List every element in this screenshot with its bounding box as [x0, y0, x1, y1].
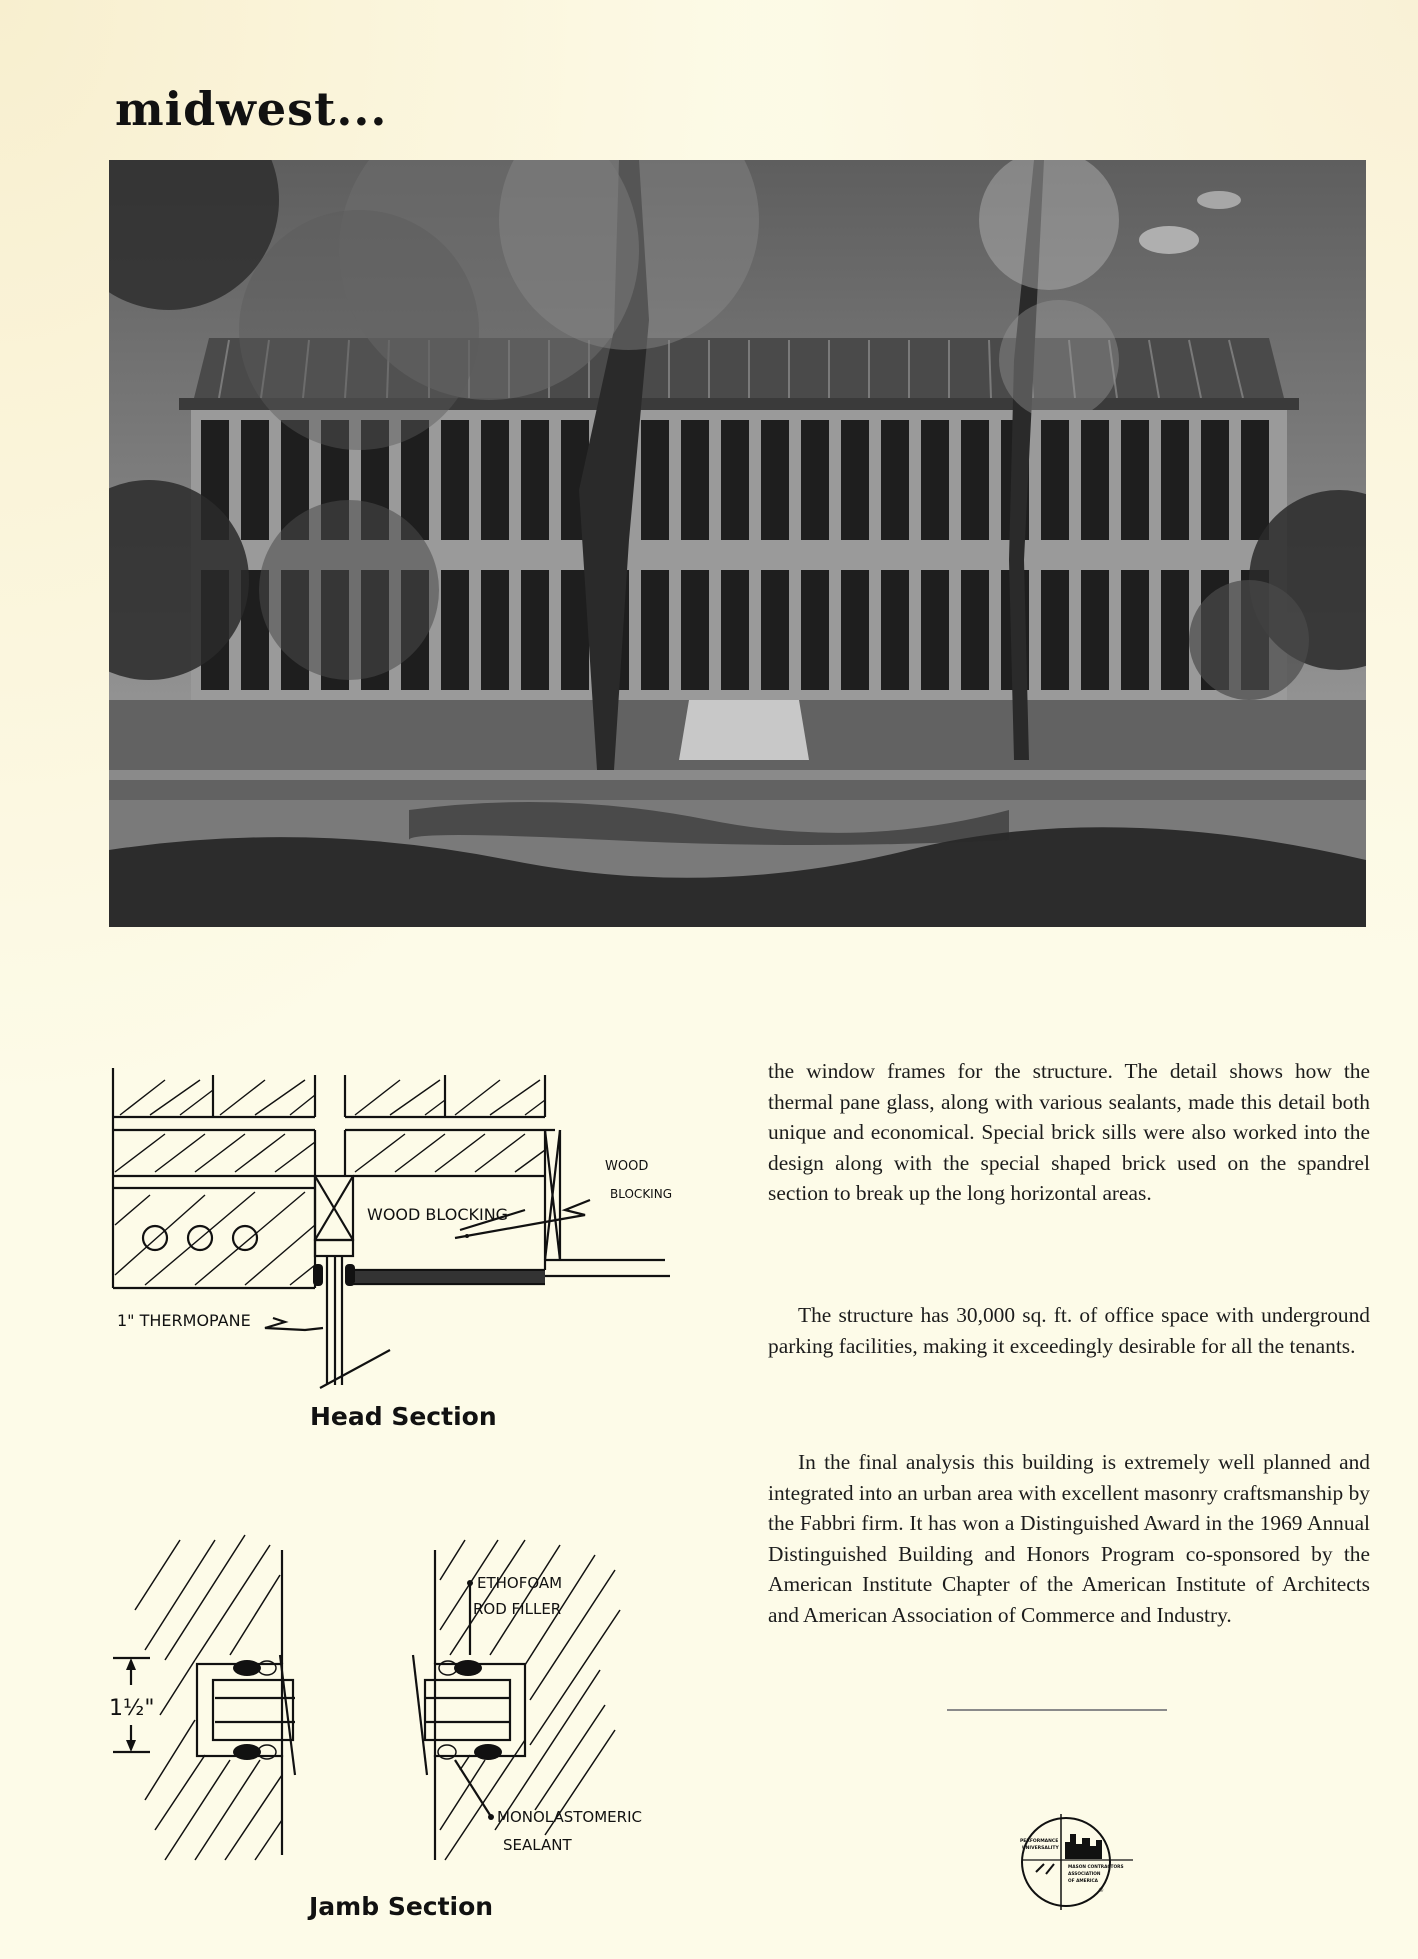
building-photograph [109, 160, 1366, 927]
label-monolastomeric: MONOLASTOMERIC [497, 1808, 642, 1826]
head-section-caption: Head Section [310, 1402, 497, 1431]
building-window [521, 570, 549, 690]
logo-text-mason-contractors: MASON CONTRACTORS [1068, 1865, 1124, 1870]
building-window [841, 420, 869, 540]
building-photo-illustration [109, 160, 1366, 927]
label-dimension: 1½" [109, 1696, 155, 1721]
building-window [801, 570, 829, 690]
building-window [1081, 420, 1109, 540]
building-window [681, 570, 709, 690]
label-sealant: SEALANT [503, 1836, 572, 1854]
building-window [721, 420, 749, 540]
body-paragraph-2: The structure has 30,000 sq. ft. of office space with underground parking facilities, making it exceedingly desirable for all the tenants. [768, 1303, 1370, 1358]
building-window [561, 570, 589, 690]
logo-text-association: ASSOCIATION [1068, 1872, 1101, 1877]
building-window [1121, 570, 1149, 690]
building-window [841, 570, 869, 690]
building-window [641, 570, 669, 690]
building-window [241, 420, 269, 540]
label-rod-filler: ROD FILLER [473, 1600, 562, 1618]
building-window [721, 570, 749, 690]
building-window [761, 570, 789, 690]
building-window [441, 420, 469, 540]
building-window [761, 420, 789, 540]
body-paragraph-3: In the final analysis this building is extremely well planned and integrated into an urban area with excellent masonry craftsmanship by the Fabbri firm. It has won a Distinguished Award in the 1969 Annual Distinguished Building and Honors Program co-sponsored by the American Institute Chapter of the American Institute of Architects and American Association of Commerce and Industry. [768, 1450, 1370, 1627]
logo-text-of-america: OF AMERICA [1068, 1879, 1099, 1884]
building-window [1201, 420, 1229, 540]
building-window [481, 570, 509, 690]
building-window [1121, 420, 1149, 540]
building-window [521, 420, 549, 540]
building-window [921, 570, 949, 690]
logo-text-performance: PERFORMANCE [1020, 1839, 1059, 1844]
label-wood-blocking-outer-2: BLOCKING [610, 1187, 672, 1201]
building-window [1161, 570, 1189, 690]
body-paragraph-1: the window frames for the structure. The detail shows how the thermal pane glass, along with various sealants, made this detail both unique and economical. Special brick sills were also worked into the design along with the special shaped brick used on the spandrel section to break up the long horizontal areas. [768, 1059, 1370, 1206]
label-wood-blocking-outer-1: WOOD [605, 1159, 649, 1174]
building-window [481, 420, 509, 540]
jamb-section-diagram [105, 1530, 725, 1880]
building-window [961, 570, 989, 690]
page-heading: midwest... [115, 82, 388, 136]
logo-text-universality: UNIVERSALITY [1022, 1846, 1059, 1851]
end-rule-divider [947, 1709, 1167, 1711]
building-window [801, 420, 829, 540]
label-thermopane: 1" THERMOPANE [117, 1311, 251, 1330]
building-window [881, 570, 909, 690]
building-window [1041, 570, 1069, 690]
building-window [1241, 420, 1269, 540]
head-section-diagram [105, 1060, 705, 1390]
building-window [1161, 420, 1189, 540]
building-window [681, 420, 709, 540]
building-window [961, 420, 989, 540]
building-window [921, 420, 949, 540]
building-window [1081, 570, 1109, 690]
mason-contractors-association-logo [1018, 1812, 1138, 1912]
building-window [1041, 420, 1069, 540]
building-window [641, 420, 669, 540]
jamb-section-caption: Jamb Section [309, 1892, 494, 1921]
building-window [881, 420, 909, 540]
building-window [441, 570, 469, 690]
label-ethofoam: ETHOFOAM [477, 1574, 563, 1592]
logo-registered-mark: ® [1098, 1887, 1104, 1894]
label-wood-blocking-inner: WOOD BLOCKING [367, 1205, 509, 1224]
